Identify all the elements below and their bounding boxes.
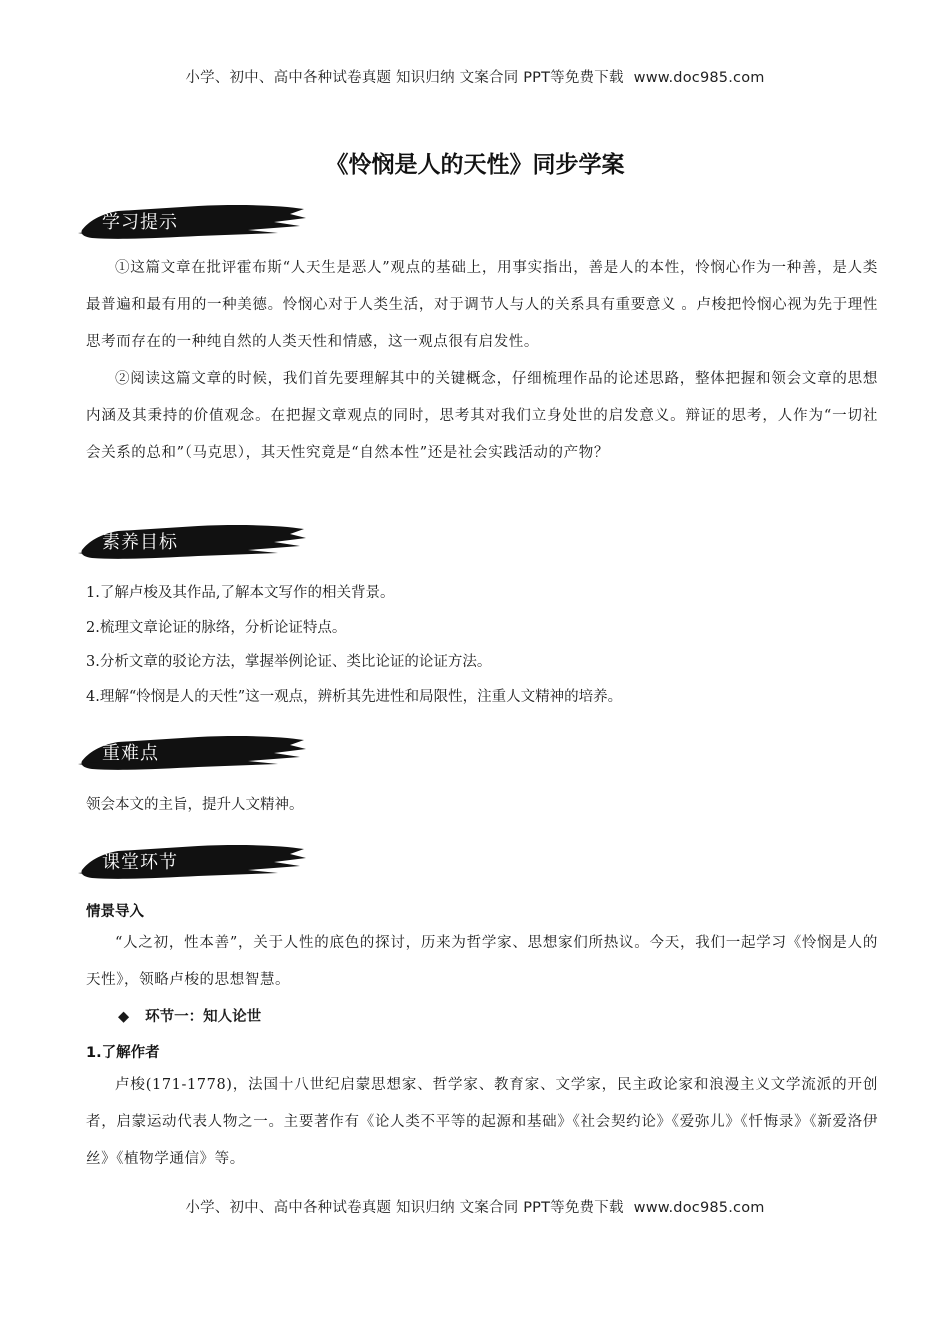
section-label-tips: 学习提示 bbox=[102, 212, 178, 233]
tips-paragraph-1: ①这篇文章在批评霍布斯“人天生是恶人”观点的基础上，用事实指出，善是人的本性，怜悯心作为一种善，是人类最普遍和最有用的一种美德。怜悯心对于人类生活，对于调节人与人的关系具有重要意义 。卢梭把怜悯心视为先于理性思考而存在的一种纯自然的人类天性和情感，这一观点很有启发性。 bbox=[86, 260, 878, 350]
goals-list bbox=[86, 576, 878, 714]
list-item: 3.分析文章的驳论方法，掌握举例论证、类比论证的论证方法。 bbox=[86, 654, 492, 670]
footer-site-link[interactable]: www.doc985.com bbox=[633, 1200, 765, 1216]
step-one-heading bbox=[118, 1005, 261, 1026]
author-paragraph: 卢梭(171-1778)，法国十八世纪启蒙思想家、哲学家、教育家、文学家，民主政论家和浪漫主义文学流派的开创者，启蒙运动代表人物之一。主要著作有《论人类不平等的起源和基础》《社会契约论》《爱弥儿》《忏悔录》《新爱洛伊丝》《植物学通信》等。 bbox=[86, 1077, 878, 1167]
page-header bbox=[0, 66, 950, 87]
section-label-goals: 素养目标 bbox=[102, 532, 178, 553]
document-title: 《怜悯是人的天性》同步学案 bbox=[325, 152, 625, 178]
list-item: 1.了解卢梭及其作品,了解本文写作的相关背景。 bbox=[86, 585, 395, 601]
diamond-bullet-icon: ◆ bbox=[118, 1009, 130, 1025]
author-subheading: 1.了解作者 bbox=[86, 1045, 160, 1061]
step-one-label: 环节一：知人论世 bbox=[145, 1009, 262, 1025]
section-banner-classroom bbox=[78, 840, 308, 884]
tips-paragraph-2: ②阅读这篇文章的时候，我们首先要理解其中的关键概念，仔细梳理作品的论述思路，整体把握和领会文章的思想内涵及其秉持的价值观念。在把握文章观点的同时，思考其对我们立身处世的启发意义。辩证的思考，人作为“一切社会关系的总和”（马克思），其天性究竟是“自然本性”还是社会实践活动的产物？ bbox=[86, 371, 878, 461]
section-label-focus: 重难点 bbox=[102, 743, 159, 764]
focus-text: 领会本文的主旨，提升人文精神。 bbox=[86, 797, 304, 813]
intro-heading: 情景导入 bbox=[86, 904, 144, 920]
page-footer bbox=[0, 1196, 950, 1217]
footer-text: 小学、初中、高中各种试卷真题 知识归纳 文案合同 PPT等免费下载 bbox=[185, 1200, 624, 1216]
section-banner-focus bbox=[78, 731, 308, 775]
list-item: 4.理解“怜悯是人的天性”这一观点，辨析其先进性和局限性，注重人文精神的培养。 bbox=[86, 688, 623, 705]
intro-paragraph: “人之初，性本善”，关于人性的底色的探讨，历来为哲学家、思想家们所热议。今天，我们一起学习《怜悯是人的天性》，领略卢梭的思想智慧。 bbox=[86, 935, 878, 988]
header-site-link[interactable]: www.doc985.com bbox=[633, 70, 765, 86]
list-item: 2.梳理文章论证的脉络，分析论证特点。 bbox=[86, 619, 347, 636]
header-text: 小学、初中、高中各种试卷真题 知识归纳 文案合同 PPT等免费下载 bbox=[185, 70, 624, 86]
section-banner-goals bbox=[78, 520, 308, 564]
section-label-classroom: 课堂环节 bbox=[102, 852, 178, 873]
section-banner-tips bbox=[78, 200, 308, 244]
